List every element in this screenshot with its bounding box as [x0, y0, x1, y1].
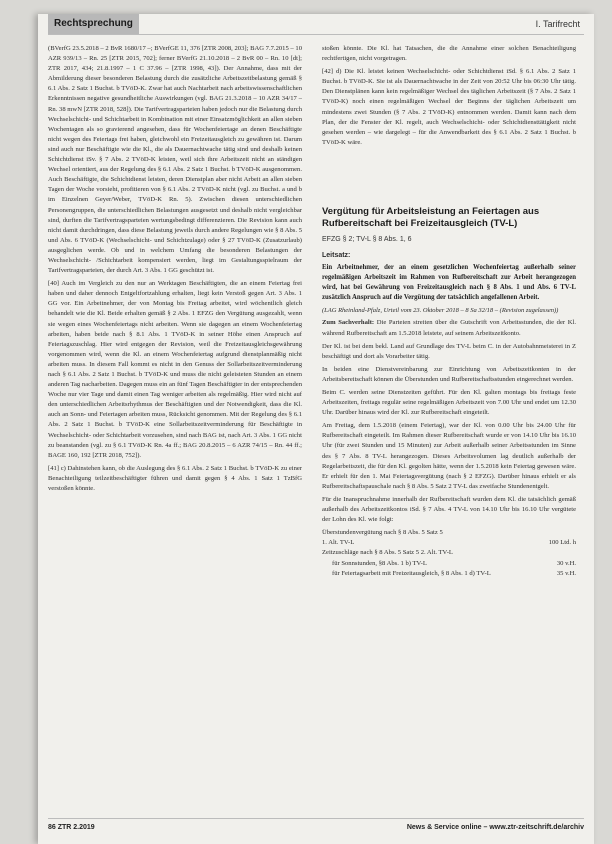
compensation-row [322, 548, 576, 558]
right-paragraph-5: Beim C. werden seine Dienstzeiten geführt. Für den Kl. galten montags bis freitags feste Arbeitszeiten, freitags regulär seine regelmäßigen Arbeitszeit von 7.00 Uhr und endet um 12.30 Uhr. Darüber hinaus wird der Kl. zur Rufbereitschaft eingeteilt. [322, 389, 576, 417]
statute-citation: EFZG § 2; TV-L § 8 Abs. 1, 6 [322, 235, 412, 243]
sachverhalt-label: Zum Sachverhalt: [322, 319, 375, 327]
compensation-row-label: für Feiertagsarbeit mit Freizeitausgleich, § 8 Abs. 1 d) TV-L [332, 569, 491, 577]
compensation-row [322, 538, 576, 548]
right-paragraph-7: Für die Inanspruchnahme innerhalb der Rufbereitschaft wurden dem Kl. die tatsächlich gemäß außerhalb des Arbeitszeitkontos iSd. § 7 Abs. 4 TV-L von 14.10 Uhr bis 16.10 Uhr vergütete der Lohn des Kl. wie folgt: [322, 495, 576, 524]
right-paragraph-4: In beiden eine Dienstvereinbarung zur Einrichtung von Arbeitszeitkonten in der Arbeitsbereitschaft können die Überstunden und Rufbereitschaftsstunden eingerechnet werden. [322, 365, 576, 383]
compensation-row-value: 35 v.H. [556, 569, 576, 577]
header-title: Rechtsprechung [48, 14, 139, 34]
right-paragraph-2: [42] d) Die Kl. leistet keinen Wechselschicht- oder Schichtdienst iSd. § 6.1 Abs. 2 Satz 1 Buchst. b TVöD-K. Sie ist als Dauernachtwache in der Zeit von 20:52 Uhr bis 06:30 Uhr tätig. Den Dienstplänen kann kein regelmäßiger Wechsel des täglichen Arbeitszeit (§ 7 Abs. 2 Satz 1 TVöD-K) noch einen regelmäßigen Wechsel der Beginns der täglichen Arbeitszeit um mindestens zwei Stunden (§ 7 Abs. 2 TVöD-K) entnommen werden. Damit kann nach dem Plan, der die Fenster der Kl. regelt, auch Wechselschicht- oder Schichtdiensttätigkeit nicht gesehen werden – wie dargelegt – für die Anwendbarkeit des § 6.1 Abs. 2 Satz 1 Buchst. b TVöD-K wäre. [322, 68, 576, 146]
right-paragraph-1: stoßen könnte. Die Kl. hat Tatsachen, die die Annahme einer solchen Benachteiligung rechtfertigen, nicht vorgetragen. [322, 45, 576, 63]
compensation-row-value: 30 v.H. [556, 559, 576, 567]
footer-link: News & Service online – www.ztr-zeitschrift.de/archiv [406, 824, 584, 831]
right-paragraph-3: Der Kl. ist bei dem bekl. Land auf Grundlage des TV-L beim C. in der Autobahnmeisterei in Z beschäftigt und dort als Vorarbeiter tätig. [322, 342, 576, 360]
compensation-list [322, 528, 576, 578]
compensation-row [322, 569, 576, 579]
page-header [48, 14, 584, 35]
leitsatz-text: Ein Arbeitnehmer, der an einem gesetzlichen Wochenfeiertag außerhalb seiner regelmäßigen Arbeitszeit im Rahmen von Rufbereitschaft zur Arbeit herangezogen wird, hat bei Gewährung von Freizeitausgleich nach § 8 Abs. 1 und Abs. 6 TV-L zusätzlich Anspruch auf die Vergütung der tatsächlich angefallenen Arbeit. [322, 263, 576, 301]
compensation-row-label: 1. Alt. TV-L [322, 539, 355, 547]
leitsatz-label: Leitsatz: [322, 251, 351, 259]
page-footer [48, 818, 584, 833]
compensation-row-label: für Sonnstunden, §8 Abs. 1 b) TV-L [332, 559, 427, 567]
right-column [322, 44, 576, 804]
left-column [48, 44, 302, 804]
document-page [38, 14, 594, 844]
article-heading: Vergütung für Arbeitsleistung an Feiertagen aus Rufbereitschaft bei Freizeitausgleich (TV-L) [322, 205, 540, 229]
court-reference: (LAG Rheinland-Pfalz, Urteil vom 23. Oktober 2018 – 8 Sa 32/18 – (Revision zugelassen)) [322, 306, 559, 314]
header-section: I. Tarifrecht [535, 19, 580, 29]
sachverhalt-text: Die Parteien streiten über die Gutschrift von Arbeitsstunden, die der Kl. während Rufbereitschaft am 1.5.2018 leistete, auf seinem Arbeitszeitkonto. [322, 319, 576, 337]
compensation-row-label: Zeitzuschläge nach § 8 Abs. 5 Satz 5 2. Alt. TV-L [322, 549, 453, 557]
right-paragraph-6: Am Freitag, dem 1.5.2018 (einem Feiertag), war der Kl. von 0.00 Uhr bis 24.00 Uhr für Rufbereitschaft eingeteilt. Im Rahmen dieser Rufbereitschaft wurde er von 14.10 Uhr bis 16.10 Uhr (für zwei Stunden und 15 Minuten) zur Arbeit außerhalb seiner Arbeitsstunden im Sinne des § 7 Abs. 8 TV-L herangezogen. Dieses Arbeitsvolumen lag deutlich außerhalb der Regelarbeitszeit, die für den Kl. gegolten hätte, wenn der 1.5.2018 kein Feiertag gewesen wäre. Er erhielt für den 1. Mai Feiertagsvergütung (nach § 2 EFZG). Darüber hinaus erhielt er als Rufbereitschaftspauschale nach § 8 Abs. 5 Satz 2 TV-L das zweifache Stundenentgelt. [322, 422, 576, 490]
left-paragraph-2: [40] Auch im Vergleich zu den nur an Werktagen Beschäftigten, die an einem Feiertag frei haben und daher dennoch Entgeltfortzahlung erhalten, liegt kein Verstoß gegen Art. 3 Abs. 1 GG vor. Ein Arbeitnehmer, der von Montag bis Freitag arbeitet, wird wöchentlich gleich behandelt wie die Kl. Beide erhalten gemäß § 2 Abs. 1 EFZG den Vergütung ausgezahlt, wenn sie wegen eines Wochenfeiertags nicht arbeiten. Wenn sie dagegen an einem Wochenfeiertag arbeiten, haben beide nach § 8.1 Abs. 1 TVöD-K in seiner Höhe einen Anspruch auf Feiertagszuschlag. Hier wird entgegen der Revision, weil die Freizeitausgleichsgewährung vorgenommen wird, wenn die Kl. an einem Wochenfeiertag aufgrund dienstplanmäßig nicht arbeiten muss. In diesem Fall kommt es nicht in den Genuss der Sollarbeitszeitverminderung nach § 6.1 Abs. 2 Satz 1 Buchst. b TVöD-K und muss die nicht geleisteten Stunden an einem anderen Tag nacharbeiten. Dagegen muss ein an fünf Tagen Beschäftigter in der entsprechenden Woche nur vier Tage und damit einen Tag weniger arbeiten als regelmäßig. Hier wird nicht auf den unterschiedlichen Arbeitsrhythmus der Beschäftigten und der Notwendigkeit, dass die Kl. auch an Sonn- und Feiertagen arbeiten muss, Rücksicht genommen. Mit der Regelung des § 6.1 Abs. 2 Satz 1 Buchst. b TVöD-K eine Sollarbeitszeitverminderung für Beschäftigte in Wechselschicht- oder Schichtarbeit vorzusehen, sind nach BAG ist, nach Art. 3 Abs. 1 GG nicht zu beanstanden (vgl. zu § 6.1 TVöD-K Rn. 4a ff.; BAG 20.8.2015 – 6 AZR 74/15 – Rn. 44 ff.; BAGE 160, 192 [ZTR 2018, 752]). [48, 280, 302, 459]
footer-page-info: 86 ZTR 2.2019 [48, 824, 95, 831]
compensation-list-title: Überstundenvergütung nach § 8 Abs. 5 Satz 5 [322, 529, 443, 537]
sachverhalt-paragraph [322, 318, 576, 338]
compensation-row [322, 559, 576, 569]
left-paragraph-3: [41] c) Dahinstehen kann, ob die Auslegung des § 6.1 Abs. 2 Satz 1 Buchst. b TVöD-K zu einer Benachteiligung teilzeitbeschäftigter führen und damit gegen § 4 Abs. 1 Satz 1 TzBfG verstoßen könnte. [48, 464, 302, 493]
left-paragraph-1: (BVerfG 23.5.2018 – 2 BvR 1680/17 –; BVerfGE 11, 376 [ZTR 2008, 203]; BAG 7.7.2015 – 10 AZR 939/13 – Rn. 25 [ZTR 2015, 702]; ferner BVerfG 21.10.2018 – 2 BvR 00 – Rn. 10 [dt]; ZTR 2017, 434; 21.8.1997 – 1 C 37.96 – [ZTR 1998, 43]). Der Annahme, dass mit der Abmilderung dieser besonderen Belastung durch die zusätzliche Arbeitszeitbelastung gemäß § 6.1 Abs. 2 Satz 1 Buchst. b TVöD-K. Zwar hat auch Nachtarbeit nach arbeitswissenschaftlichen Erkenntnissen negative gesundheitliche Auswirkungen (vgl. BAG 21.3.2018 – 10 AZR 34/17 – Rn. 38 mwN [ZTR 2018, 528]). Die Tarifvertragsparteien haben jedoch nur die Belastung durch Wechselschicht- und Schichtarbeit in Kombination mit einer Einsatzmöglichkeit an allen sieben Wochentagen als so gravierend angesehen, dass für Wochenfeiertage an denen Beschäftigte nicht wegen des Feiertags frei haben, gleichwohl ein Freizeitausgleich zu gewähren ist. Darum sind auch nur Beschäftigte wie die Kl., die als Dauernachtwache tätig sind und deshalb keinen Schichtdienst iSv. § 7 Abs. 2 TVöD-K leisten, weil sich ihre Arbeitszeit nicht an ständigen Wechsel orientiert, aus der Regelung des § 6.1 Abs. 2 Satz 1 Buchst. b TVöD-K ausgenommen. Auch Beschäftigte, die Schichtdienst leisten, deren Dienstplan aber nicht Arbeit an allen sieben Tagen der Woche vorsieht, profitieren von § 6.1 Abs. 2 TVöD-K nicht (vgl. zu Buchst. a und b im Einzelnen Geyer/Weber, TVöD-K Rn. 5). Zwischen diesen unterschiedlichen Personengruppen, die unterschiedlichen Belastungen ausgesetzt und deshalb nicht vergleichbar sind, durften die Tarifvertragsparteien wertungsbedingt differenzieren. Die Revision kann auch nicht damit durchdringen, dass diese Belastung jeweils durch andere Regelungen wie § 8 Abs. 5 und Abs. 6 TVöD-K (Wechselschicht- und Schichtzulage) oder § 27 TVöD-K (Zusatzurlaub) ausgeglichen werde. Ob und in welchem Umfang die besonderen Belastungen der Wechselschicht- /Schichtarbeit kompensiert werden, liegt im Gestaltungsspielraum der Tarifvertragsparteien, der durch Art. 3 Abs. 1 GG geschützt ist. [48, 45, 302, 275]
compensation-row-value: 100 Ltd. h [548, 539, 576, 547]
